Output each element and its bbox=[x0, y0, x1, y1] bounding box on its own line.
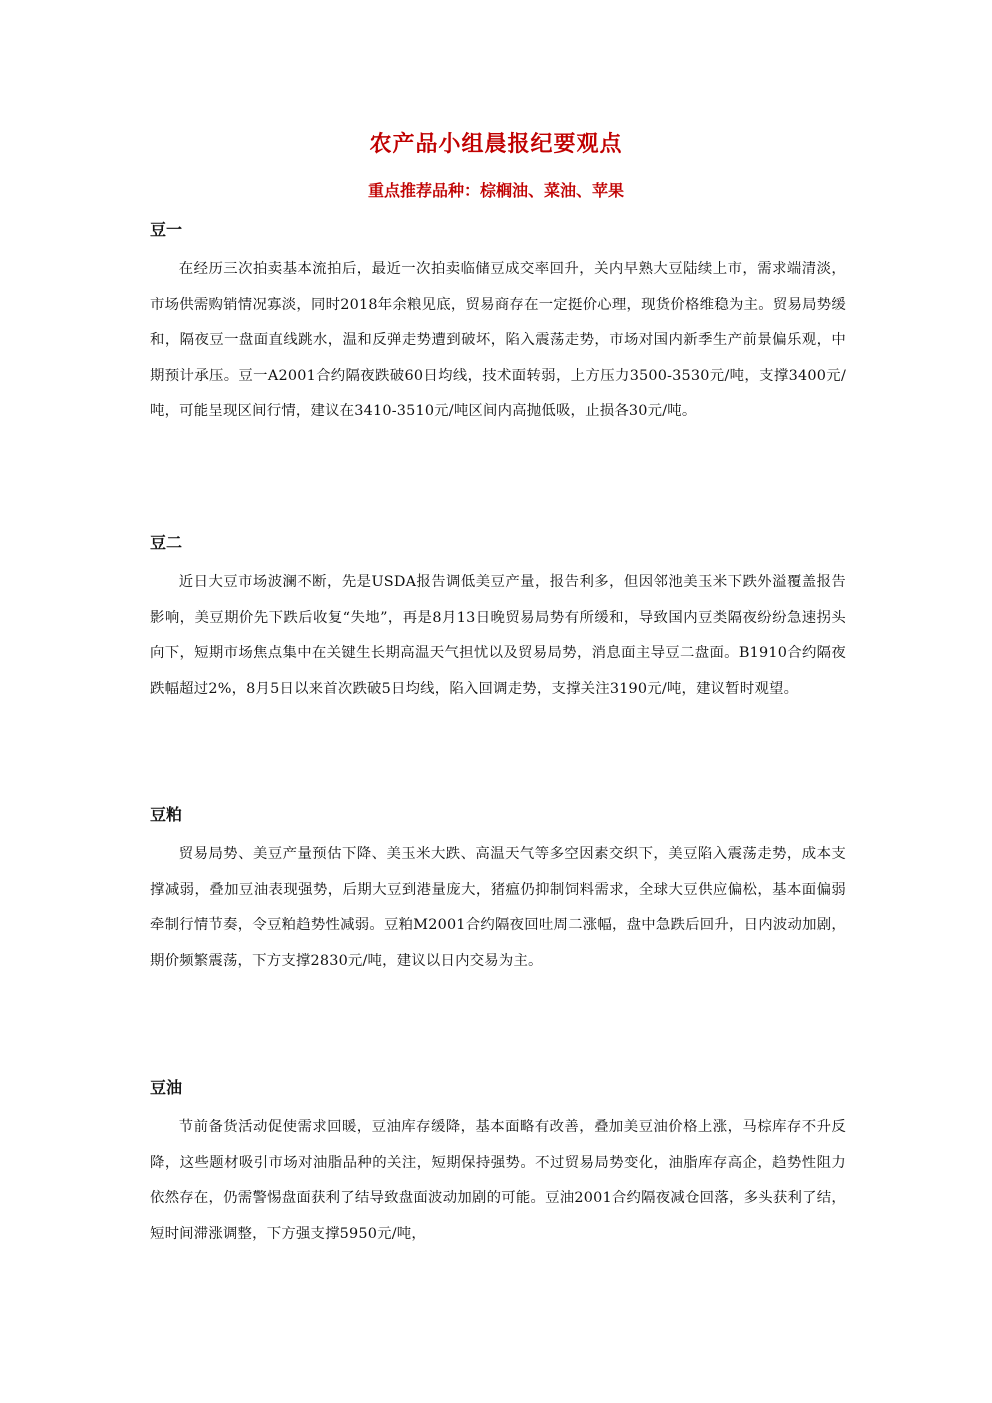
section-body: 贸易局势、美豆产量预估下降、美玉米大跌、高温天气等多空因素交织下，美豆陷入震荡走势，成本支撑减弱，叠加豆油表现强势，后期大豆到港量庞大，猪瘟仍抑制饲料需求，全球大豆供应偏松，基本面偏弱牵制行情节奏，令豆粕趋势性减弱。豆粕M2001合约隔夜回吐周二涨幅，盘中急跌后回升，日内波动加剧，期价频繁震荡，下方支撑2830元/吨，建议以日内交易为主。 bbox=[150, 846, 846, 969]
section-heading: 豆粕 bbox=[150, 805, 183, 824]
section-dou-po bbox=[150, 800, 846, 979]
section-body: 近日大豆市场波澜不断，先是USDA报告调低美豆产量，报告利多，但因邻池美玉米下跌外溢覆盖报告影响，美豆期价先下跌后收复“失地”，再是8月13日晚贸易局势有所缓和，导致国内豆类隔夜纷纷急速拐头向下，短期市场焦点集中在关键生长期高温天气担忧以及贸易局势，消息面主导豆二盘面。B1910合约隔夜跌幅超过2%，8月5日以来首次跌破5日均线，陷入回调走势，支撑关注3190元/吨，建议暂时观望。 bbox=[150, 574, 846, 697]
section-body: 在经历三次拍卖基本流拍后，最近一次拍卖临储豆成交率回升，关内早熟大豆陆续上市，需求端清淡，市场供需购销情况寡淡，同时2018年余粮见底，贸易商存在一定挺价心理，现货价格维稳为主。贸易局势缓和，隔夜豆一盘面直线跳水，温和反弹走势遭到破坏，陷入震荡走势，市场对国内新季生产前景偏乐观，中期预计承压。豆一A2001合约隔夜跌破60日均线，技术面转弱，上方压力3500-3530元/吨，支撑3400元/吨，可能呈现区间行情，建议在3410-3510元/吨区间内高抛低吸，止损各30元/吨。 bbox=[150, 261, 846, 420]
section-dou-er bbox=[150, 528, 846, 707]
section-dou-you bbox=[150, 1073, 846, 1252]
section-heading: 豆一 bbox=[150, 220, 183, 239]
page-subtitle: 重点推荐品种：棕榈油、菜油、苹果 bbox=[367, 181, 624, 200]
section-body: 节前备货活动促使需求回暖，豆油库存缓降，基本面略有改善，叠加美豆油价格上涨，马棕库存不升反降，这些题材吸引市场对油脂品种的关注，短期保持强势。不过贸易局势变化，油脂库存高企，趋势性阻力依然存在，仍需警惕盘面获利了结导致盘面波动加剧的可能。豆油2001合约隔夜减仓回落，多头获利了结，短时间滞涨调整，下方强支撑5950元/吨， bbox=[150, 1119, 846, 1242]
section-dou-yi bbox=[150, 215, 846, 430]
page-title: 农产品小组晨报纪要观点 bbox=[369, 132, 623, 157]
section-heading: 豆油 bbox=[150, 1078, 183, 1097]
section-heading: 豆二 bbox=[150, 533, 183, 552]
